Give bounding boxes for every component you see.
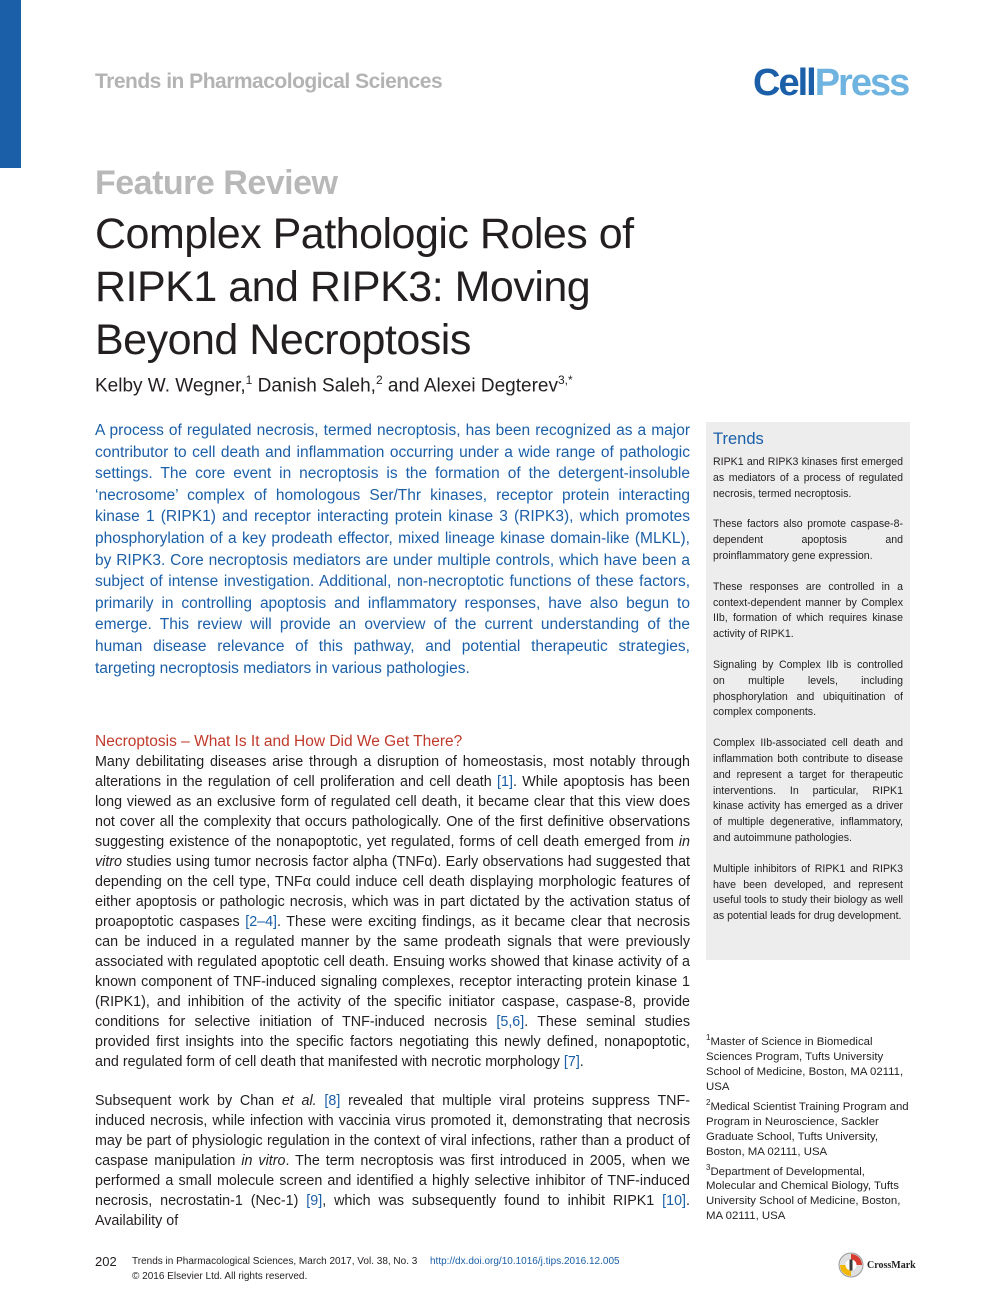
paragraph-text: . These seminal studies provided first insights into the specific factors negotiating this newly defined, nonapoptotic, and regulated form of cell death that manifested with necrotic morphology: [95, 1014, 690, 1070]
logo-press-text: Press: [814, 62, 909, 104]
trends-item: Complex IIb-associated cell death and inflammation both contribute to disease and represent a target for therapeutic interventions. In particular, RIPK1 kinase activity has emerged as a driver of multiple degenerative, inflammatory, and autoimmune pathologies.: [713, 737, 903, 844]
affiliation-text: Department of Developmental, Molecular and Chemical Biology, Tufts University School of Medicine, Boston, MA 02111, USA: [706, 1165, 901, 1223]
citation-link[interactable]: [5,6]: [496, 1014, 525, 1030]
author-affiliation-mark: 2: [375, 373, 383, 387]
journal-citation: Trends in Pharmacological Sciences, March 2017, Vol. 38, No. 3: [132, 1256, 418, 1267]
affiliation-mark: 1: [706, 1033, 711, 1042]
cellpress-logo[interactable]: [753, 62, 908, 105]
paragraph-text: , which was subsequently found to inhibit RIPK1: [322, 1193, 663, 1209]
section-label: Feature Review: [95, 164, 338, 202]
paragraph-text: .: [579, 1054, 584, 1070]
crossmark-badge[interactable]: [838, 1252, 916, 1278]
page-number: 202: [95, 1254, 117, 1269]
italic-text: in vitro: [241, 1153, 286, 1169]
section-heading: Necroptosis – What Is It and How Did We Get There?: [95, 733, 463, 750]
paragraph-text: . While apoptosis has been long viewed as an exclusive form of regulated cell death, it became clear that this view does not cover all the complexity that occurs pathologically. One of the first definitive observations suggesting existence of the nonapoptotic, yet regulated, forms of cell death emerged from: [95, 774, 690, 850]
citation-link[interactable]: [9]: [306, 1193, 323, 1209]
journal-name: Trends in Pharmacological Sciences: [95, 70, 443, 93]
italic-text: et al.: [281, 1093, 317, 1109]
affiliation-item: [706, 1095, 911, 1160]
affiliation-text: Medical Scientist Training Program and Program in Neuroscience, Sackler Graduate School, Tufts University, Boston, MA 02111, USA: [706, 1100, 909, 1158]
author-name: Kelby W. Wegner,: [95, 375, 246, 397]
affiliation-item: [706, 1160, 911, 1225]
journal-accent-bar: [0, 0, 21, 168]
body-paragraph-1: [95, 752, 690, 1072]
affiliation-mark: 3: [706, 1162, 711, 1172]
trends-item: These factors also promote caspase-8-dependent apoptosis and proinflammatory gene expression.: [713, 518, 903, 562]
affiliation-text: Master of Science in Biomedical Sciences Program, Tufts University School of Medicine, Boston, MA 02111, USA: [706, 1035, 904, 1093]
crossmark-icon: [838, 1252, 864, 1278]
crossmark-label: CrossMark: [867, 1259, 916, 1271]
doi-link[interactable]: http://dx.doi.org/10.1016/j.tips.2016.12.005: [430, 1256, 620, 1267]
author-name: Danish Saleh,: [252, 375, 376, 397]
paragraph-text: . Availability of: [95, 1193, 690, 1229]
author-affiliation-mark: 3,*: [557, 373, 573, 387]
trends-item: These responses are controlled in a context-dependent manner by Complex IIb, formation of which requires kinase activity of RIPK1.: [713, 580, 903, 641]
citation-link[interactable]: [1]: [497, 774, 513, 790]
affiliation-item: [706, 1030, 911, 1095]
author-name: and Alexei Degterev: [382, 375, 558, 397]
paragraph-text: Subsequent work by Chan: [95, 1093, 282, 1109]
copyright: © 2016 Elsevier Ltd. All rights reserved.: [132, 1271, 308, 1282]
paragraph-text: revealed that multiple viral proteins suppress TNF-induced necrosis, while infection with vaccinia virus promoted it, demonstrating that necrosis may be part of physiologic regulation in the context of viral infections, rather than a product of caspase manipulation: [95, 1093, 690, 1169]
trends-item: RIPK1 and RIPK3 kinases first emerged as mediators of a process of regulated necrosis, termed necroptosis.: [713, 456, 903, 500]
trends-title: Trends: [713, 430, 764, 448]
citation-link[interactable]: [10]: [662, 1193, 687, 1209]
trends-item: Signaling by Complex IIb is controlled on multiple levels, including phosphorylation and ubiquitination of complex components.: [713, 658, 903, 719]
author-list: [95, 373, 573, 397]
citation-link[interactable]: [7]: [563, 1054, 580, 1070]
italic-text: in vitro: [95, 834, 690, 870]
paragraph-text: Many debilitating diseases arise through a disruption of homeostasis, most notably through alterations in the regulation of cell proliferation and cell death: [95, 754, 690, 790]
paragraph-text: . The term necroptosis was first introduced in 2005, when we performed a small molecule screen and identified a highly selective inhibitor of TNF-induced necrosis, necrostatin-1 (Nec-1): [95, 1153, 691, 1209]
body-paragraph-2: [95, 1091, 690, 1231]
author-affiliation-mark: 1: [245, 373, 253, 387]
paragraph-text: studies using tumor necrosis factor alpha (TNFα). Early observations had suggested that depending on the cell type, TNFα could induce cell death displaying morphologic features of either apoptosis or pathologic necrosis, which was in part dictated by the activation status of proapoptotic caspases: [95, 854, 690, 930]
paragraph-text: . These were exciting findings, as it became clear that necrosis can be induced in a regulated manner by the same prodeath signals that were previously associated with regulated apoptotic cell death. Ensuing works showed that kinase activity of a known component of TNF-induced signaling complexes, receptor interacting protein kinase 1 (RIPK1), and inhibition of the activity of the specific initiator caspase, caspase-8, provide conditions for selective initiation of TNF-induced necrosis: [95, 914, 690, 1030]
trends-item: Multiple inhibitors of RIPK1 and RIPK3 have been developed, and represent useful tools to study their biology as well as potential leads for drug development.: [713, 862, 903, 923]
trends-box: [706, 422, 910, 960]
abstract: A process of regulated necrosis, termed necroptosis, has been recognized as a major contributor to cell death and inflammation occurring under a wide range of pathologic settings. The core event in necroptosis is the formation of the detergent-insoluble ‘necrosome’ complex of homologous Ser/Thr kinases, receptor protein interacting kinase 1 (RIPK1) and receptor interacting protein kinase 3 (RIPK3), which promotes phosphorylation of a key prodeath effector, mixed lineage kinase domain-like (MLKL), by RIPK3. Core necroptosis mediators are under multiple controls, which have been a subject of intense investigation. Additional, non-necroptotic functions of these factors, primarily in controlling apoptosis and inflammatory responses, have also begun to emerge. This review will provide an overview of the current understanding of the human disease relevance of this pathway, and potential therapeutic strategies, targeting necroptosis mediators in various pathologies.: [95, 422, 690, 677]
article-title: Complex Pathologic Roles of RIPK1 and RIPK3: Moving Beyond Necroptosis: [95, 210, 634, 364]
affiliations: [706, 1030, 911, 1224]
citation-link[interactable]: [8]: [324, 1093, 341, 1109]
logo-cell-text: Cell: [753, 62, 815, 104]
citation-link[interactable]: [2–4]: [245, 914, 278, 930]
affiliation-mark: 2: [706, 1097, 711, 1107]
